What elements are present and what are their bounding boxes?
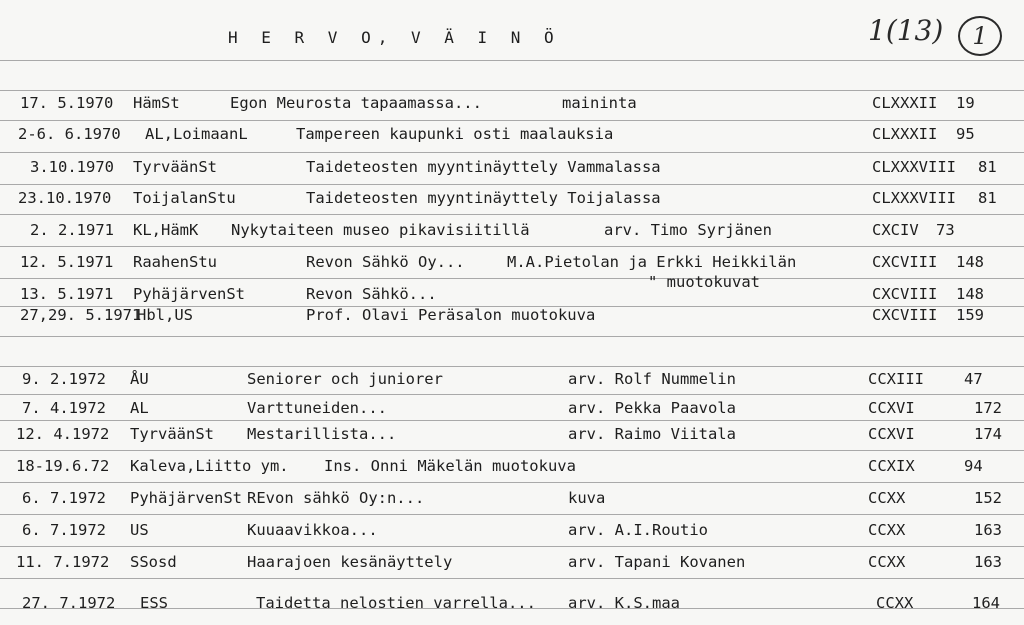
- entry-page: 47: [964, 370, 983, 388]
- entry-note: arv. K.S.maa: [568, 594, 680, 612]
- entry-date: 7. 4.1972: [22, 399, 106, 417]
- entry-source: PyhäjärvenSt: [130, 489, 242, 507]
- entry-volume: CXCVIII: [872, 306, 938, 324]
- entry-date: 13. 5.1971: [20, 285, 114, 303]
- ruled-line: [0, 450, 1024, 451]
- entry-title: REvon sähkö Oy:n...: [247, 489, 425, 507]
- ruled-line: [0, 336, 1024, 337]
- ruled-line: [0, 420, 1024, 421]
- entry-volume: CXCIV: [872, 221, 919, 239]
- ruled-line: [0, 546, 1024, 547]
- ruled-line: [0, 394, 1024, 395]
- entry-volume: CLXXXVIII: [872, 158, 956, 176]
- ruled-line: [0, 578, 1024, 579]
- entry-date: 27,29. 5.1971: [20, 306, 142, 324]
- entry-page: 81: [978, 189, 997, 207]
- entry-volume: CCXX: [868, 553, 906, 571]
- entry-date: 3.10.1970: [30, 158, 114, 176]
- entry-note: arv. Timo Syrjänen: [604, 221, 772, 239]
- entry-volume: CLXXXII: [872, 125, 938, 143]
- ruled-line: [0, 120, 1024, 121]
- entry-volume: CCXX: [868, 489, 906, 507]
- entry-title: Kuuaavikkoa...: [247, 521, 378, 539]
- entry-title: Mestarillista...: [247, 425, 397, 443]
- entry-date: 12. 4.1972: [16, 425, 110, 443]
- entry-source: RaahenStu: [133, 253, 217, 271]
- entry-date: 23.10.1970: [18, 189, 112, 207]
- entry-date: 17. 5.1970: [20, 94, 114, 112]
- entry-title: Prof. Olavi Peräsalon muotokuva: [306, 306, 596, 324]
- entry-title: Taideteosten myyntinäyttely Vammalassa: [306, 158, 661, 176]
- entry-volume: CCXX: [876, 594, 914, 612]
- entry-page: 164: [972, 594, 1000, 612]
- entry-date: 12. 5.1971: [20, 253, 114, 271]
- circled-number: 1: [958, 16, 1002, 56]
- entry-page: 163: [974, 553, 1002, 571]
- entry-source: ESS: [140, 594, 168, 612]
- entry-page: 174: [974, 425, 1002, 443]
- person-name: H E R V O, V Ä I N Ö: [228, 28, 561, 47]
- entry-volume: CCXIX: [868, 457, 915, 475]
- entry-date: 6. 7.1972: [22, 521, 106, 539]
- entry-date: 2. 2.1971: [30, 221, 114, 239]
- entry-volume: CXCVIII: [872, 285, 938, 303]
- entry-source: ToijalanStu: [133, 189, 236, 207]
- entry-page: 172: [974, 399, 1002, 417]
- ruled-line: [0, 60, 1024, 61]
- entry-title: Ins. Onni Mäkelän muotokuva: [324, 457, 576, 475]
- ruled-line: [0, 214, 1024, 215]
- entry-volume: CXCVIII: [872, 253, 938, 271]
- handwritten-card-number: 1(13): [868, 14, 944, 47]
- entry-title: Revon Sähkö...: [306, 285, 437, 303]
- entry-date: 9. 2.1972: [22, 370, 106, 388]
- entry-page: 81: [978, 158, 997, 176]
- entry-page: 94: [964, 457, 983, 475]
- entry-source: ÅU: [130, 370, 149, 388]
- entry-source: AL,LoimaanL: [145, 125, 248, 143]
- entry-page: 159: [956, 306, 984, 324]
- ruled-line: [0, 184, 1024, 185]
- entry-volume: CCXX: [868, 521, 906, 539]
- ruled-line: [0, 366, 1024, 367]
- entry-note: " muotokuvat: [648, 273, 760, 291]
- entry-note: kuva: [568, 489, 606, 507]
- entry-source: SSosd: [130, 553, 177, 571]
- ruled-line: [0, 482, 1024, 483]
- ruled-line: [0, 278, 1024, 279]
- entry-note: arv. Rolf Nummelin: [568, 370, 736, 388]
- entry-title: Taidetta nelostien varrella...: [256, 594, 536, 612]
- entry-source: AL: [130, 399, 149, 417]
- entry-source: PyhäjärvenSt: [133, 285, 245, 303]
- entry-source: US: [130, 521, 149, 539]
- entry-date: 2-6. 6.1970: [18, 125, 121, 143]
- entry-page: 148: [956, 253, 984, 271]
- entry-note: arv. A.I.Routio: [568, 521, 708, 539]
- entry-note: M.A.Pietolan ja Erkki Heikkilän: [507, 253, 797, 271]
- entry-page: 19: [956, 94, 975, 112]
- ruled-line: [0, 90, 1024, 91]
- entry-date: 6. 7.1972: [22, 489, 106, 507]
- entry-page: 148: [956, 285, 984, 303]
- entry-title: Varttuneiden...: [247, 399, 387, 417]
- entry-title: Seniorer och juniorer: [247, 370, 443, 388]
- entry-note: arv. Raimo Viitala: [568, 425, 736, 443]
- entry-volume: CCXIII: [868, 370, 924, 388]
- entry-page: 152: [974, 489, 1002, 507]
- entry-note: maininta: [562, 94, 637, 112]
- entry-title: Haarajoen kesänäyttely: [247, 553, 453, 571]
- entry-source: TyrväänSt: [130, 425, 214, 443]
- entry-volume: CCXVI: [868, 425, 915, 443]
- entry-title: Revon Sähkö Oy...: [306, 253, 465, 271]
- entry-note: arv. Tapani Kovanen: [568, 553, 746, 571]
- entry-source: Hbl,US: [137, 306, 193, 324]
- entry-title: Nykytaiteen museo pikavisiitillä: [231, 221, 530, 239]
- ruled-line: [0, 514, 1024, 515]
- entry-volume: CLXXXVIII: [872, 189, 956, 207]
- entry-date: 11. 7.1972: [16, 553, 110, 571]
- entry-source: KL,HämK: [133, 221, 199, 239]
- entry-volume: CLXXXII: [872, 94, 938, 112]
- entry-volume: CCXVI: [868, 399, 915, 417]
- entry-date: 27. 7.1972: [22, 594, 116, 612]
- entry-date: 18-19.6.72: [16, 457, 110, 475]
- entry-title: Tampereen kaupunki osti maalauksia: [296, 125, 614, 143]
- entry-page: 95: [956, 125, 975, 143]
- entry-source: TyrväänSt: [133, 158, 217, 176]
- entry-note: arv. Pekka Paavola: [568, 399, 736, 417]
- entry-title: Taideteosten myyntinäyttely Toijalassa: [306, 189, 661, 207]
- entry-page: 163: [974, 521, 1002, 539]
- entry-page: 73: [936, 221, 955, 239]
- ruled-line: [0, 246, 1024, 247]
- entry-source: HämSt: [133, 94, 180, 112]
- ruled-line: [0, 152, 1024, 153]
- entry-title: Egon Meurosta tapaamassa...: [230, 94, 482, 112]
- entry-source: Kaleva,Liitto ym.: [130, 457, 289, 475]
